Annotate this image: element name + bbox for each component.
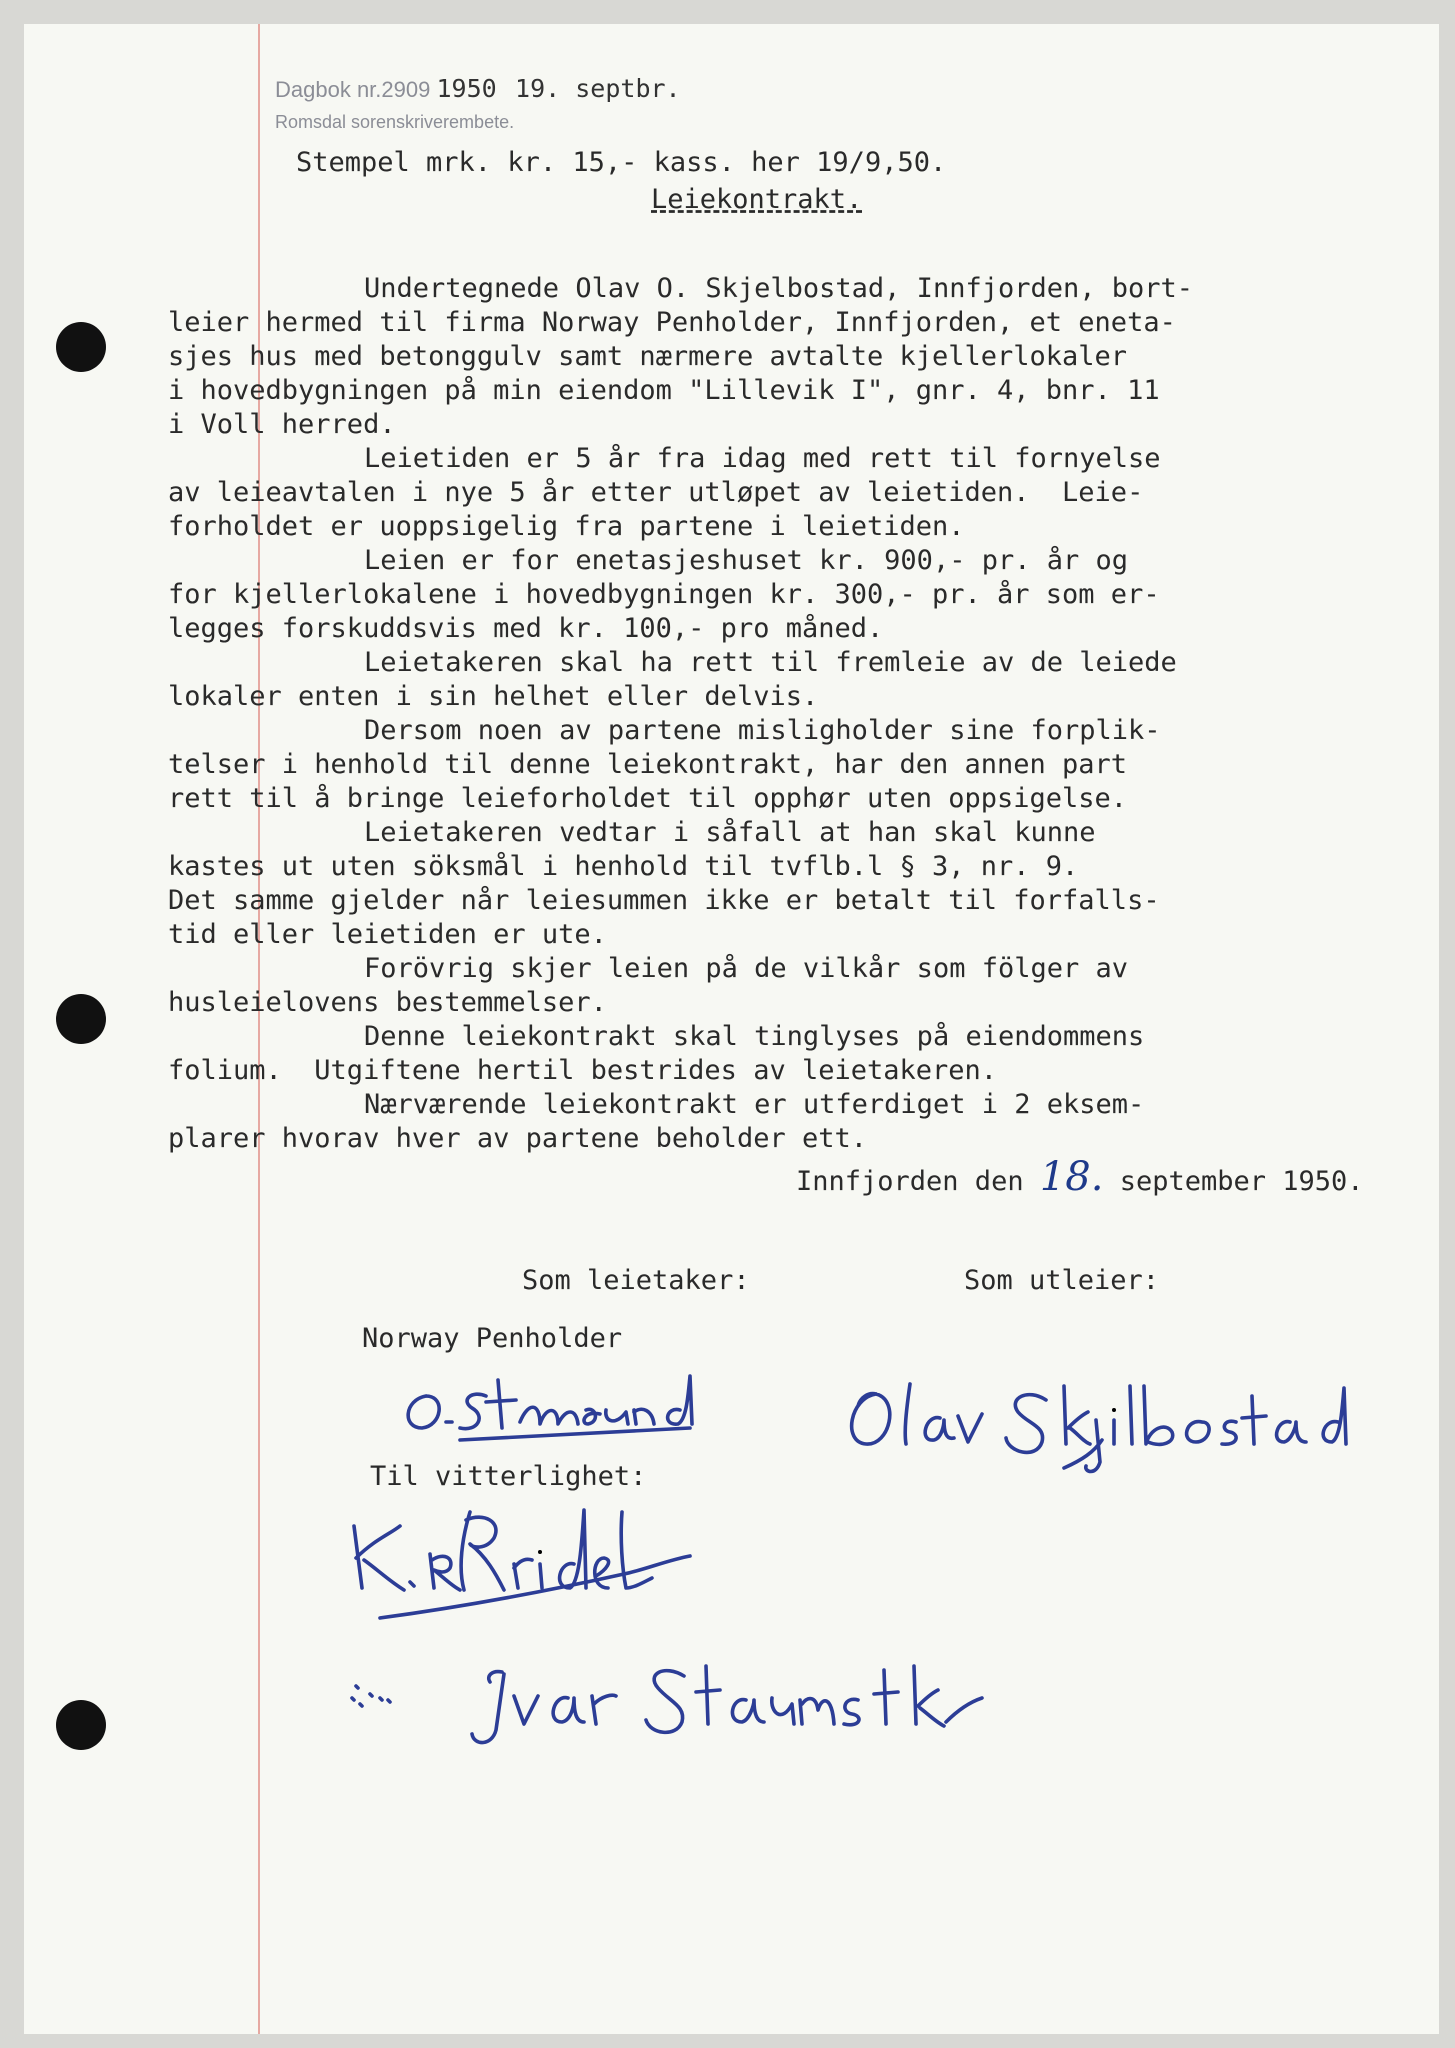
- contract-line: legges forskuddsvis med kr. 100,- pro måned.: [168, 613, 884, 644]
- witness-signature: [346, 1650, 1006, 1760]
- contract-line: Leietakeren vedtar i såfall at han skal kunne: [364, 817, 1096, 848]
- contract-body: [168, 272, 1194, 1156]
- tenant-company: Norway Penholder: [362, 1323, 623, 1354]
- contract-line: folium. Utgiftene hertil bestrides av leietakeren.: [168, 1055, 998, 1086]
- contract-line: Forövrig skjer leien på de vilkår som fölger av: [364, 953, 1129, 984]
- witness-signature: [334, 1498, 734, 1658]
- contract-line: Denne leiekontrakt skal tinglyses på eiendommens: [364, 1021, 1145, 1052]
- contract-line: telser i henhold til denne leiekontrakt, har den annen part: [168, 749, 1128, 780]
- witness-label: Til vitterlighet:: [370, 1461, 647, 1492]
- contract-line: plarer hvorav hver av partene beholder ett.: [168, 1123, 867, 1154]
- landlord-signature: [832, 1372, 1352, 1482]
- contract-line: husleielovens bestemmelser.: [168, 987, 607, 1018]
- contract-line: kastes ut uten söksmål i henhold til tvflb.l § 3, nr. 9.: [168, 851, 1079, 882]
- contract-line: sjes hus med betonggulv samt nærmere avtalte kjellerlokaler: [168, 341, 1128, 372]
- registry-year: 1950: [436, 74, 497, 103]
- registry-number: Dagbok nr.2909: [275, 77, 431, 102]
- date-month-year: september 1950.: [1119, 1166, 1364, 1197]
- landlord-role-label: Som utleier:: [964, 1265, 1160, 1296]
- punch-hole: [56, 1700, 106, 1750]
- stamp-duty-line: Stempel mrk. kr. 15,- kass. her 19/9,50.: [296, 147, 947, 178]
- contract-line: Leietakeren skal ha rett til fremleie av de leiede: [364, 647, 1177, 678]
- contract-line: Det samme gjelder når leiesummen ikke er betalt til forfalls-: [168, 885, 1160, 916]
- tenant-role-label: Som leietaker:: [522, 1265, 750, 1296]
- contract-line: Undertegnede Olav O. Skjelbostad, Innfjorden, bort-: [364, 273, 1194, 304]
- tenant-signature: [390, 1362, 710, 1452]
- contract-line: tid eller leietiden er ute.: [168, 919, 607, 950]
- contract-line: forholdet er uoppsigelig fra partene i leietiden.: [168, 511, 965, 542]
- date-day-handwritten: 18.: [1039, 1154, 1104, 1200]
- date-place: Innfjorden den: [796, 1166, 1024, 1197]
- contract-line: Nærværende leiekontrakt er utferdiget i 2 eksem-: [364, 1089, 1145, 1120]
- contract-line: for kjellerlokalene i hovedbygningen kr. 300,- pr. år som er-: [168, 579, 1160, 610]
- registry-date: 19. septbr.: [515, 74, 681, 103]
- contract-line: i Voll herred.: [168, 409, 396, 440]
- punch-hole: [56, 994, 106, 1044]
- punch-hole: [56, 322, 106, 372]
- contract-line: leier hermed til firma Norway Penholder, Innfjorden, et eneta-: [168, 307, 1176, 338]
- contract-line: av leieavtalen i nye 5 år etter utløpet av leietiden. Leie-: [168, 477, 1144, 508]
- contract-line: Dersom noen av partene misligholder sine forplik-: [364, 715, 1161, 746]
- contract-line: lokaler enten i sin helhet eller delvis.: [168, 681, 819, 712]
- contract-line: i hovedbygningen på min eiendom "Lillevik I", gnr. 4, bnr. 11: [168, 375, 1160, 406]
- date-line: [796, 1154, 1364, 1200]
- contract-line: Leietiden er 5 år fra idag med rett til fornyelse: [364, 443, 1161, 474]
- document-title: Leiekontrakt.: [651, 184, 863, 215]
- registry-stamp: [275, 74, 681, 103]
- registry-office: Romsdal sorenskriverembete.: [275, 112, 515, 132]
- contract-line: Leien er for enetasjeshuset kr. 900,- pr. år og: [364, 545, 1129, 576]
- contract-line: rett til å bringe leieforholdet til opphør uten oppsigelse.: [168, 783, 1128, 814]
